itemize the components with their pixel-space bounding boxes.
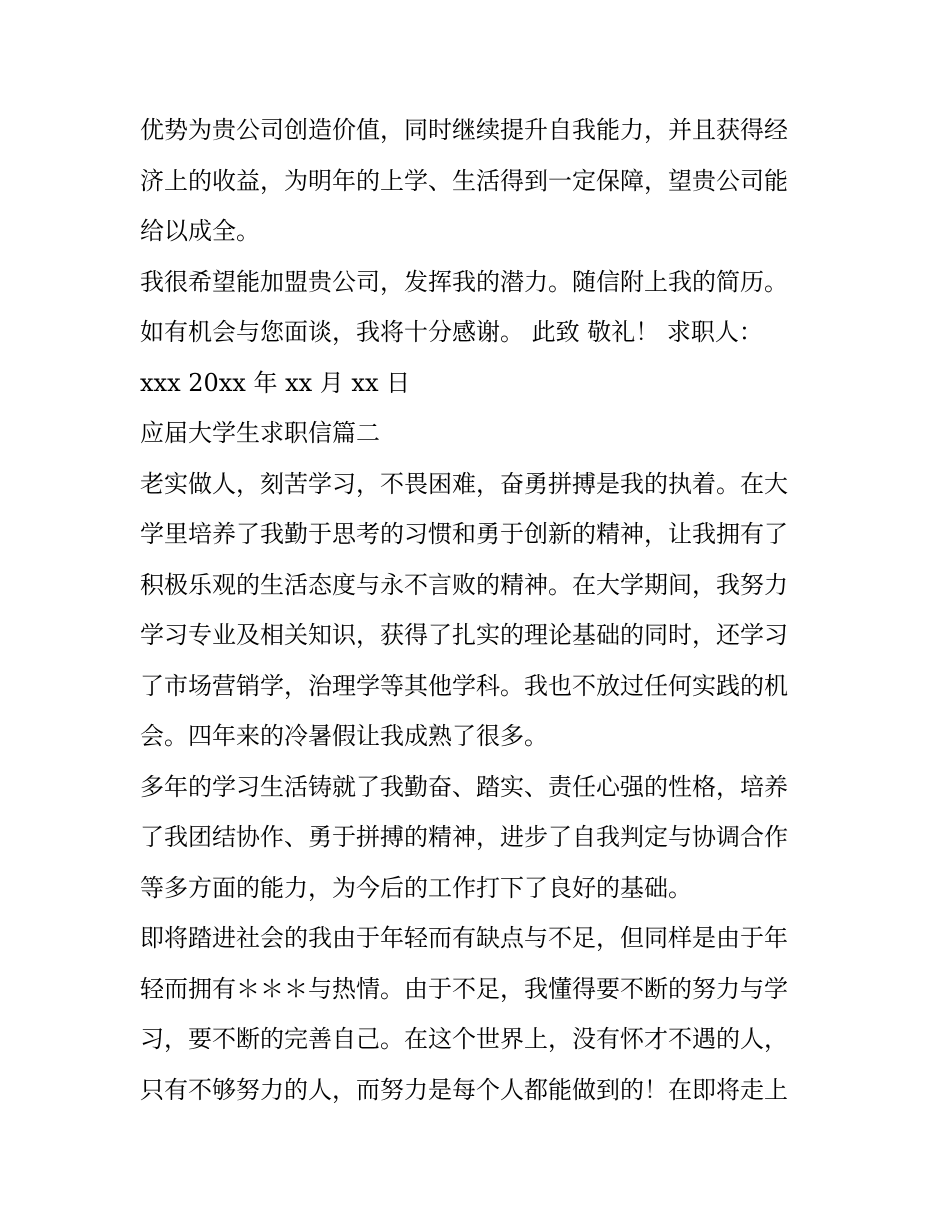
- paragraph-line-11: 学习专业及相关知识，获得了扎实的理论基础的同时，还学习: [140, 621, 788, 649]
- paragraph-line-19: 习，要不断的完善自己。在这个世界上，没有怀才不遇的人，: [140, 1025, 788, 1053]
- paragraph-line-8: 老实做人，刻苦学习，不畏困难，奋勇拼搏是我的执着。在大: [140, 470, 788, 498]
- paragraph-line-5: 如有机会与您面谈，我将十分感谢。 此致 敬礼！ 求职人：: [140, 318, 763, 346]
- paragraph-line-16: 等多方面的能力，为今后的工作打下了良好的基础。: [140, 874, 692, 902]
- section-heading: 应届大学生求职信篇二: [140, 419, 380, 447]
- paragraph-line-2: 济上的收益，为明年的上学、生活得到一定保障，望贵公司能: [140, 167, 788, 195]
- paragraph-line-13: 会。四年来的冷暑假让我成熟了很多。: [140, 722, 548, 750]
- paragraph-line-12: 了市场营销学，治理学等其他学科。我也不放过任何实践的机: [140, 672, 788, 700]
- paragraph-line-9: 学里培养了我勤于思考的习惯和勇于创新的精神，让我拥有了: [140, 520, 788, 548]
- paragraph-line-14: 多年的学习生活铸就了我勤奋、踏实、责任心强的性格，培养: [140, 773, 788, 801]
- paragraph-line-18: 轻而拥有＊＊＊与热情。由于不足，我懂得要不断的努力与学: [140, 975, 788, 1003]
- paragraph-line-3: 给以成全。: [140, 217, 260, 245]
- paragraph-line-17: 即将踏进社会的我由于年轻而有缺点与不足，但同样是由于年: [140, 924, 788, 952]
- paragraph-line-20: 只有不够努力的人，而努力是每个人都能做到的！在即将走上: [140, 1076, 788, 1104]
- paragraph-line-1: 优势为贵公司创造价值，同时继续提升自我能力，并且获得经: [140, 116, 788, 144]
- date-line: xxx 20xx 年 xx 月 xx 日: [140, 369, 411, 397]
- paragraph-line-15: 了我团结协作、勇于拼搏的精神，进步了自我判定与协调合作: [140, 823, 788, 851]
- paragraph-line-10: 积极乐观的生活态度与永不言败的精神。在大学期间，我努力: [140, 571, 788, 599]
- paragraph-line-4: 我很希望能加盟贵公司，发挥我的潜力。随信附上我的简历。: [140, 268, 788, 296]
